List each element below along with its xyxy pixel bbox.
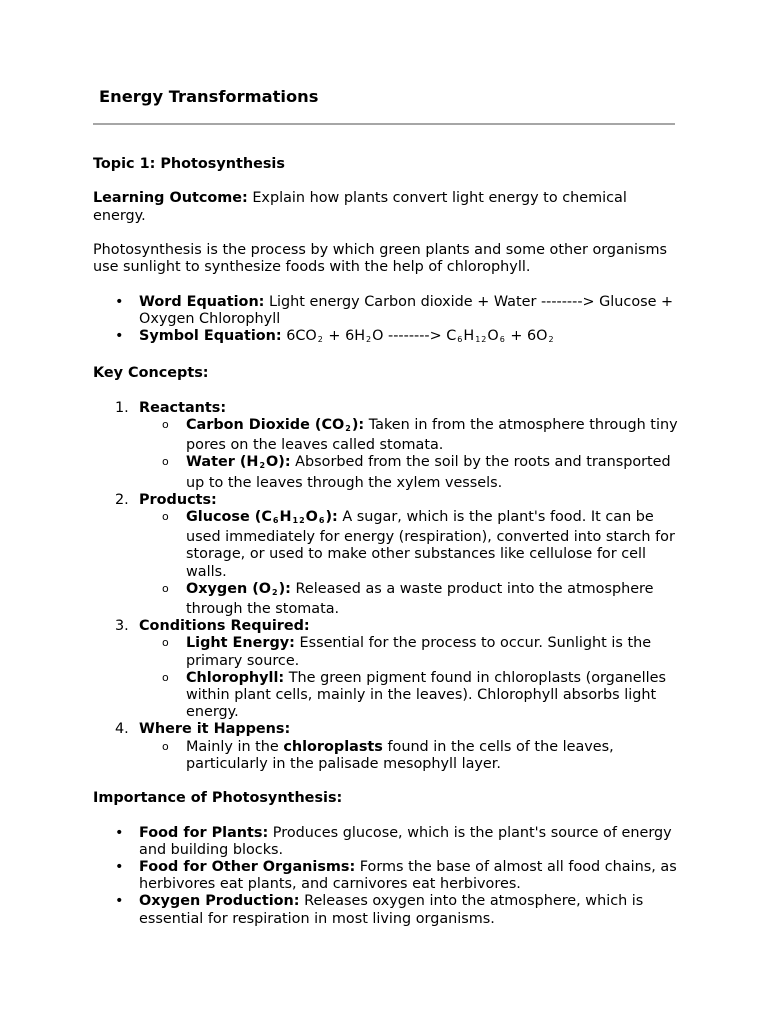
learning-outcome-text: Explain how plants convert light energy to chemical energy. — [93, 190, 627, 224]
document-body — [93, 156, 678, 928]
importance-list — [93, 825, 678, 928]
key-concepts-heading: Key Concepts: — [93, 365, 209, 382]
sub-item-light-energy: o Light Energy: Essential for the process to occur. Sunlight is the primary source. — [186, 635, 678, 669]
learning-outcome-label: Learning Outcome: — [93, 190, 248, 207]
word-equation: • Word Equation: Light energy Carbon dioxide + Water --------> Glucose + Oxygen Chlorophyll — [139, 294, 678, 328]
concept-where: 4. Where it Happens: o Mainly in the chloroplasts found in the cells of the leaves, particularly in the palisade mesophyll layer. — [139, 721, 678, 773]
intro-paragraph: Photosynthesis is the process by which green plants and some other organisms use sunlight to synthesize foods with the help of chlorophyll. — [93, 241, 668, 276]
sub-item-glucose: o Glucose (C6H12O6): A sugar, which is the plant's food. It can be used immediately for energy (respiration), converted into starch for storage, or used to make other substances like cellulose for cell walls. — [186, 509, 678, 581]
topic-heading: Topic 1: Photosynthesis — [93, 156, 285, 172]
sub-item-chlorophyll: o Chlorophyll: The green pigment found in chloroplasts (organelles within plant cells, mainly in the leaves). Chlorophyll absorbs light energy. — [186, 670, 678, 722]
sub-item-chloroplasts: o Mainly in the chloroplasts found in the cells of the leaves, particularly in the palisade mesophyll layer. — [186, 739, 678, 773]
importance-oxygen-production: • Oxygen Production: Releases oxygen into the atmosphere, which is essential for respiration in most living organisms. — [139, 893, 678, 927]
importance-food-for-plants: • Food for Plants: Produces glucose, which is the plant's source of energy and building blocks. — [139, 825, 678, 859]
sub-item-oxygen: o Oxygen (O2): Released as a waste product into the atmosphere through the stomata. — [186, 581, 678, 618]
concept-reactants: 1. Reactants: o Carbon Dioxide (CO2): Taken in from the atmosphere through tiny pores on the leaves called stomata. o Water (H2O): Absorbed from the soil by the roots and transported up to the leaves through the xylem vessels. — [139, 400, 678, 492]
sub-item-water: o Water (H2O): Absorbed from the soil by the roots and transported up to the leaves through the xylem vessels. — [186, 454, 678, 491]
document-title: Energy Transformations — [99, 87, 319, 106]
equations-list — [93, 294, 678, 349]
title-divider — [93, 123, 675, 125]
learning-outcome — [93, 190, 678, 224]
key-concepts-list — [93, 400, 678, 773]
concept-conditions: 3. Conditions Required: o Light Energy: Essential for the process to occur. Sunlight is the primary source. o Chlorophyll: The green pigment found in chloroplasts (organelles within plant cells, mainly in the leaves). Chlorophyll absorbs light energy. — [139, 618, 678, 721]
importance-food-for-others: • Food for Other Organisms: Forms the base of almost all food chains, as herbivores eat plants, and carnivores eat herbivores. — [139, 859, 678, 893]
importance-heading: Importance of Photosynthesis: — [93, 790, 343, 807]
sub-item-carbon-dioxide: o Carbon Dioxide (CO2): Taken in from the atmosphere through tiny pores on the leaves called stomata. — [186, 417, 678, 454]
symbol-equation: • Symbol Equation: 6CO2 + 6H2O --------> C6H12O6 + 6O2 — [139, 328, 678, 348]
concept-products: 2. Products: o Glucose (C6H12O6): A sugar, which is the plant's food. It can be used immediately for energy (respiration), converted into starch for storage, or used to make other substances like cellulose for cell walls. o Oxygen (O2): Released as a waste product into the atmosphere through the stomata. — [139, 492, 678, 618]
